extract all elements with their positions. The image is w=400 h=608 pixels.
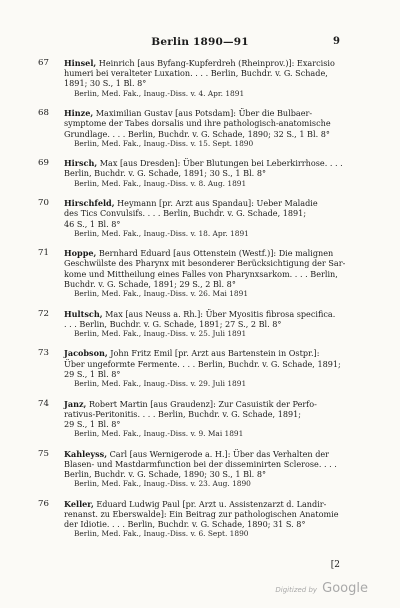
entry-number: 72 xyxy=(38,308,49,319)
watermark-brand: Google xyxy=(322,581,368,596)
google-watermark xyxy=(275,577,368,596)
bibliography-entry xyxy=(0,309,400,339)
entry-text-line: Buchdr. v. G. Schade, 1891; 29 S., 2 Bl. 8° xyxy=(64,278,236,289)
entry-text-line: Berlin, Buchdr. v. G. Schade, 1891; 30 S., 1 Bl. 8° xyxy=(64,168,267,179)
entry-text: Maximilian Gustav [aus Potsdam]: Über die Bulbaer- xyxy=(95,108,313,119)
entry-text-line xyxy=(64,58,356,68)
entry-number: 76 xyxy=(38,498,49,509)
entry-text-line: symptome der Tabes dorsalis und ihre pathologisch-anatomische xyxy=(64,118,331,129)
bibliography-entry xyxy=(0,399,400,440)
author-surname: Hultsch, xyxy=(64,308,103,319)
entry-text-line xyxy=(64,198,356,208)
entry-text: Bernhard Eduard [aus Ottenstein (Westf.)]: Die malignen xyxy=(98,248,334,259)
entry-text-line: 29 S., 1 Bl. 8° xyxy=(64,368,121,379)
bibliography-entry xyxy=(0,248,400,299)
author-surname: Hoppe, xyxy=(64,248,97,259)
dissertation-note: Berlin, Med. Fak., Inaug.-Diss. v. 29. Juli 1891 xyxy=(74,379,247,389)
entry-list xyxy=(0,58,400,549)
page-title: Berlin 1890—91 xyxy=(151,36,249,48)
dissertation-note: Berlin, Med. Fak., Inaug.-Diss. v. 8. Aug. 1891 xyxy=(74,178,247,188)
entry-text-line: kome und Mittheilung eines Falles von Pharynxsarkom. . . . Berlin, xyxy=(64,268,338,279)
running-header xyxy=(0,36,400,52)
author-surname: Keller, xyxy=(64,498,94,509)
entry-text-line: des Tics Convulsifs. . . . Berlin, Buchdr. v. G. Schade, 1891; xyxy=(64,208,307,219)
entry-text-line xyxy=(64,499,356,509)
entry-text-line: Über ungeformte Fermente. . . . Berlin, Buchdr. v. G. Schade, 1891; xyxy=(64,358,341,369)
entry-text: Max [aus Dresden]: Über Blutungen bei Leberkirrhose. . . . xyxy=(99,158,343,169)
signature-mark: [2 xyxy=(330,560,340,570)
entry-text: Robert Martin [aus Graudenz]: Zur Casuistik der Perfo- xyxy=(88,398,317,409)
bibliography-entry xyxy=(0,158,400,188)
entry-text-line xyxy=(64,158,356,168)
watermark-prefix: Digitized by xyxy=(275,586,318,594)
entry-number: 70 xyxy=(38,198,49,209)
dissertation-note: Berlin, Med. Fak., Inaug.-Diss. v. 4. Apr. 1891 xyxy=(74,88,245,98)
entry-text: Eduard Ludwig Paul [pr. Arzt u. Assistenzarzt d. Landir- xyxy=(96,498,327,509)
dissertation-note: Berlin, Med. Fak., Inaug.-Diss. v. 25. Juli 1891 xyxy=(74,328,247,338)
entry-number: 75 xyxy=(38,448,49,459)
entry-text-line: Geschwülste des Pharynx mit besonderer Berücksichtigung der Sar- xyxy=(64,258,346,269)
entry-number: 74 xyxy=(38,398,49,409)
author-surname: Janz, xyxy=(64,398,87,409)
entry-text-line xyxy=(64,399,356,409)
entry-text-line xyxy=(64,248,356,258)
bibliography-entry xyxy=(0,449,400,490)
entry-number: 68 xyxy=(38,108,49,119)
entry-text-line: 46 S., 1 Bl. 8° xyxy=(64,218,121,229)
bibliography-entry xyxy=(0,499,400,540)
entry-text-line: rativus-Peritonitis. . . . Berlin, Buchdr. v. G. Schade, 1891; xyxy=(64,408,302,419)
entry-text-line: der Idiotie. . . . Berlin, Buchdr. v. G. Schade, 1890; 31 S. 8° xyxy=(64,519,306,530)
author-surname: Hinsel, xyxy=(64,58,97,68)
entry-text-line xyxy=(64,449,356,459)
bibliography-entry xyxy=(0,198,400,239)
author-surname: Kahleyss, xyxy=(64,448,108,459)
entry-number: 73 xyxy=(38,348,49,359)
bibliography-entry xyxy=(0,58,400,99)
entry-text: Carl [aus Wernigerode a. H.]: Über das Verhalten der xyxy=(109,448,330,459)
page-number: 9 xyxy=(333,36,340,47)
entry-text-line: 29 S., 1 Bl. 8° xyxy=(64,418,121,429)
dissertation-note: Berlin, Med. Fak., Inaug.-Diss. v. 6. Sept. 1890 xyxy=(74,529,249,539)
dissertation-note: Berlin, Med. Fak., Inaug.-Diss. v. 15. Sept. 1890 xyxy=(74,138,254,148)
entry-text: Heymann [pr. Arzt aus Spandau]: Ueber Maladie xyxy=(117,198,318,209)
entry-text-line: 1891; 30 S., 1 Bl. 8° xyxy=(64,78,147,89)
entry-text-line: Blasen- und Mastdarmfunction bei der disseminirten Sclerose. . . . xyxy=(64,458,337,469)
dissertation-note: Berlin, Med. Fak., Inaug.-Diss. v. 18. Apr. 1891 xyxy=(74,228,249,238)
bibliography-entry xyxy=(0,348,400,389)
author-surname: Hirschfeld, xyxy=(64,198,115,209)
dissertation-note: Berlin, Med. Fak., Inaug.-Diss. v. 23. Aug. 1890 xyxy=(74,479,251,489)
entry-text-line: renanst. zu Eberswalde]: Ein Beitrag zur pathologischen Anatomie xyxy=(64,508,339,519)
entry-text: John Fritz Emil [pr. Arzt aus Bartenstein in Ostpr.]: xyxy=(110,348,320,359)
entry-text: Heinrich [aus Byfang-Kupferdreh (Rheinprov.)]: Exarcisio xyxy=(98,58,335,68)
entry-text-line: Grundlage. . . . Berlin, Buchdr. v. G. Schade, 1890; 32 S., 1 Bl. 8° xyxy=(64,128,330,139)
entry-number: 69 xyxy=(38,158,49,169)
bibliography-entry xyxy=(0,108,400,149)
author-surname: Hirsch, xyxy=(64,158,98,169)
entry-number: 71 xyxy=(38,248,49,259)
entry-text-line: humeri bei veralteter Luxation. . . . Berlin, Buchdr. v. G. Schade, xyxy=(64,68,328,79)
dissertation-note: Berlin, Med. Fak., Inaug.-Diss. v. 9. Mai 1891 xyxy=(74,429,244,439)
author-surname: Hinze, xyxy=(64,108,94,119)
dissertation-note: Berlin, Med. Fak., Inaug.-Diss. v. 26. Mai 1891 xyxy=(74,289,249,299)
entry-text-line: . . . Berlin, Buchdr. v. G. Schade, 1891; 27 S., 2 Bl. 8° xyxy=(64,318,282,329)
entry-number: 67 xyxy=(38,58,49,68)
entry-text-line xyxy=(64,108,356,118)
entry-text-line: Berlin, Buchdr. v. G. Schade, 1890; 30 S., 1 Bl. 8° xyxy=(64,469,267,480)
entry-text-line xyxy=(64,309,356,319)
entry-text: Max [aus Neuss a. Rh.]: Über Myositis fibrosa specifica. xyxy=(105,308,336,319)
author-surname: Jacobson, xyxy=(64,348,108,359)
entry-text-line xyxy=(64,348,356,358)
